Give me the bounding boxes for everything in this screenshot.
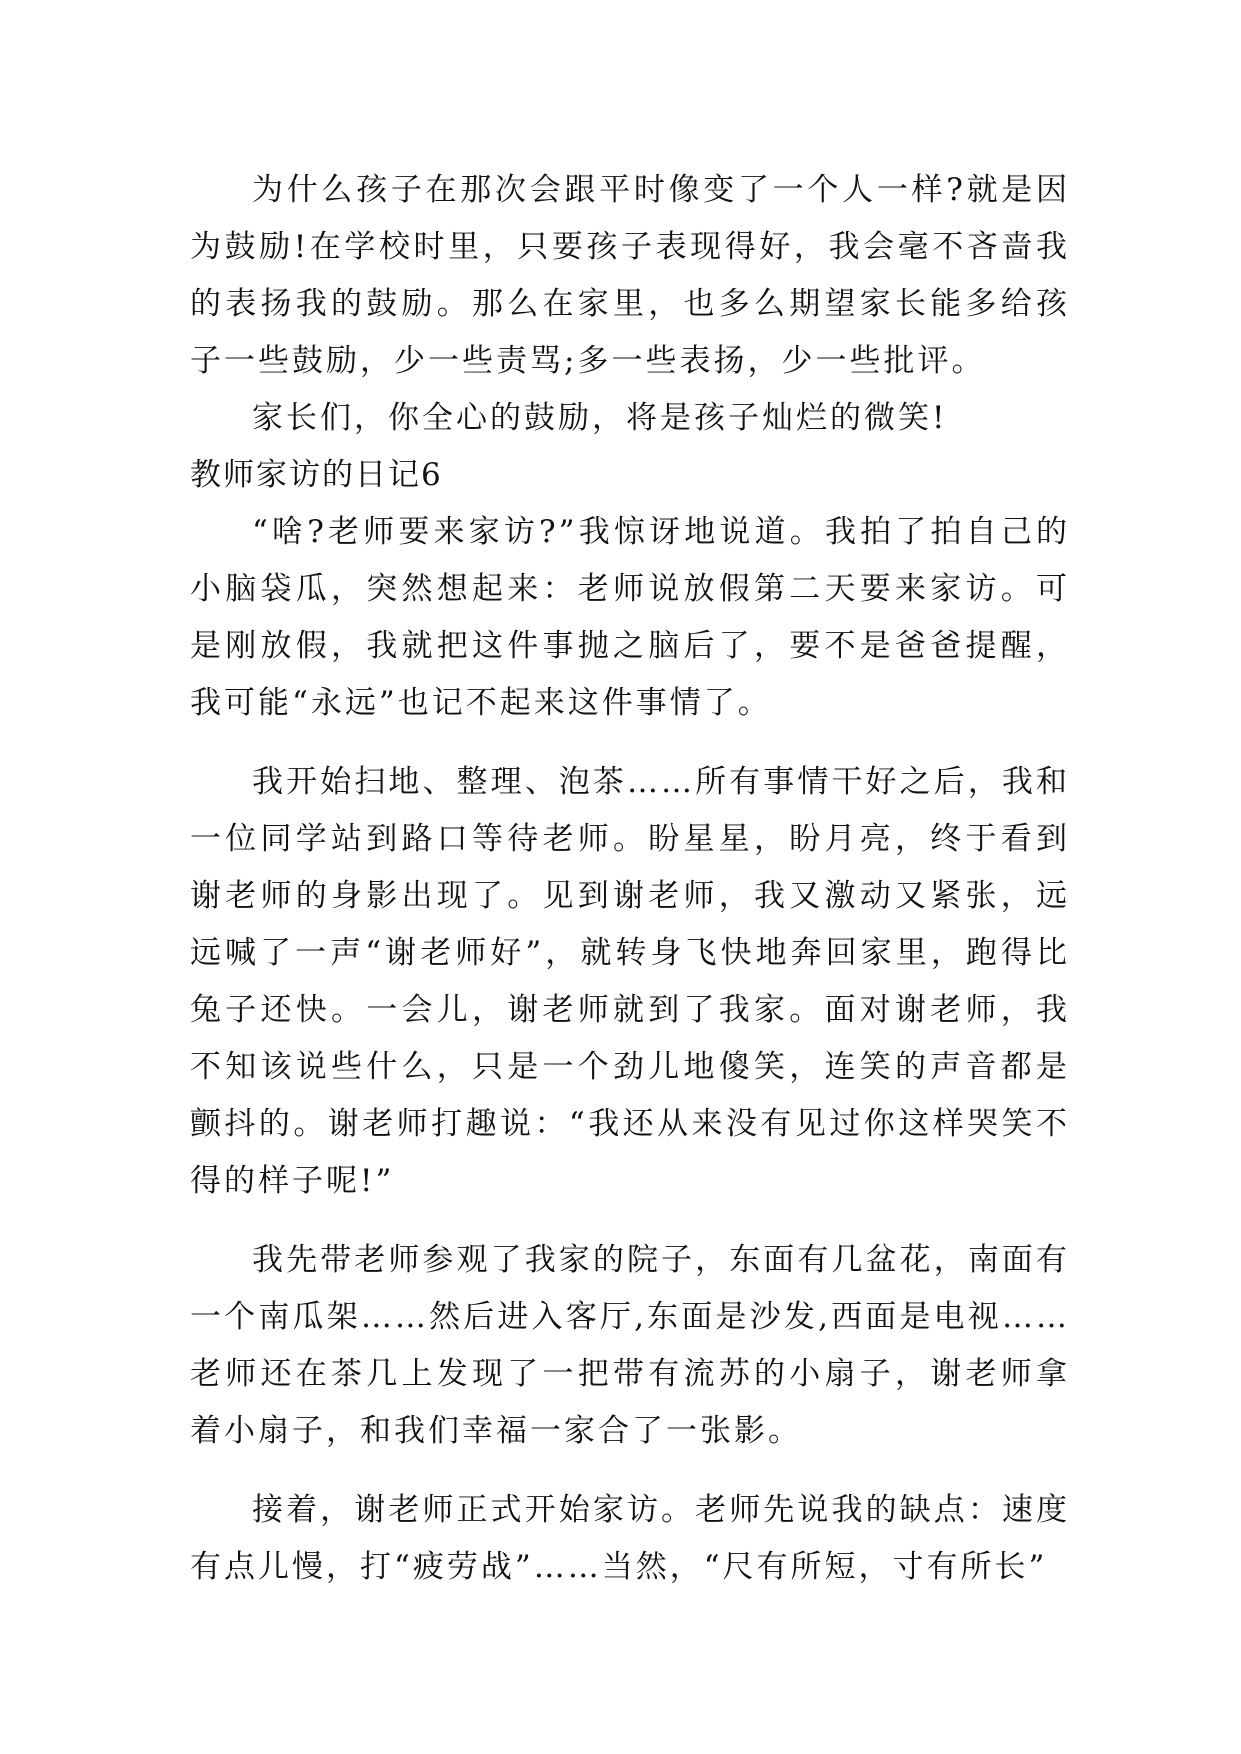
paragraph-formal-visit: 接着，谢老师正式开始家访。老师先说我的缺点：速度有点儿慢，打“疲劳战”……当然，“尺有所短，寸有所长” [190, 1492, 1070, 1585]
section-title: 教师家访的日记6 [190, 457, 443, 493]
document-body [190, 162, 1070, 1596]
paragraph-preparing-visit: 我开始扫地、整理、泡茶……所有事情干好之后，我和一位同学站到路口等待老师。盼星星，盼月亮，终于看到谢老师的身影出现了。见到谢老师，我又激动又紧张，远远喊了一声“谢老师好”，就转身飞快地奔回家里，跑得比兔子还快。一会儿，谢老师就到了我家。面对谢老师，我不知该说些什么，只是一个劲儿地傻笑，连笑的声音都是颤抖的。谢老师打趣说：“我还从来没有见过你这样哭笑不得的样子呢!” [190, 764, 1070, 1199]
paragraph-house-tour: 我先带老师参观了我家的院子，东面有几盆花，南面有一个南瓜架……然后进入客厅,东面是沙发,西面是电视……老师还在茶几上发现了一把带有流苏的小扇子，谢老师拿着小扇子，和我们幸福一家合了一张影。 [190, 1242, 1070, 1449]
paragraph-home-visit-news: “啥?老师要来家访?”我惊讶地说道。我拍了拍自己的小脑袋瓜，突然想起来：老师说放假第二天要来家访。可是刚放假，我就把这件事抛之脑后了，要不是爸爸提醒，我可能“永远”也记不起来这件事情了。 [190, 514, 1070, 721]
paragraph-parents-closing: 家长们，你全心的鼓励，将是孩子灿烂的微笑! [252, 400, 948, 436]
paragraph-encouragement: 为什么孩子在那次会跟平时像变了一个人一样?就是因为鼓励!在学校时里，只要孩子表现得好，我会毫不吝啬我的表扬我的鼓励。那么在家里，也多么期望家长能多给孩子一些鼓励，少一些责骂;多一些表扬，少一些批评。 [190, 172, 1070, 379]
